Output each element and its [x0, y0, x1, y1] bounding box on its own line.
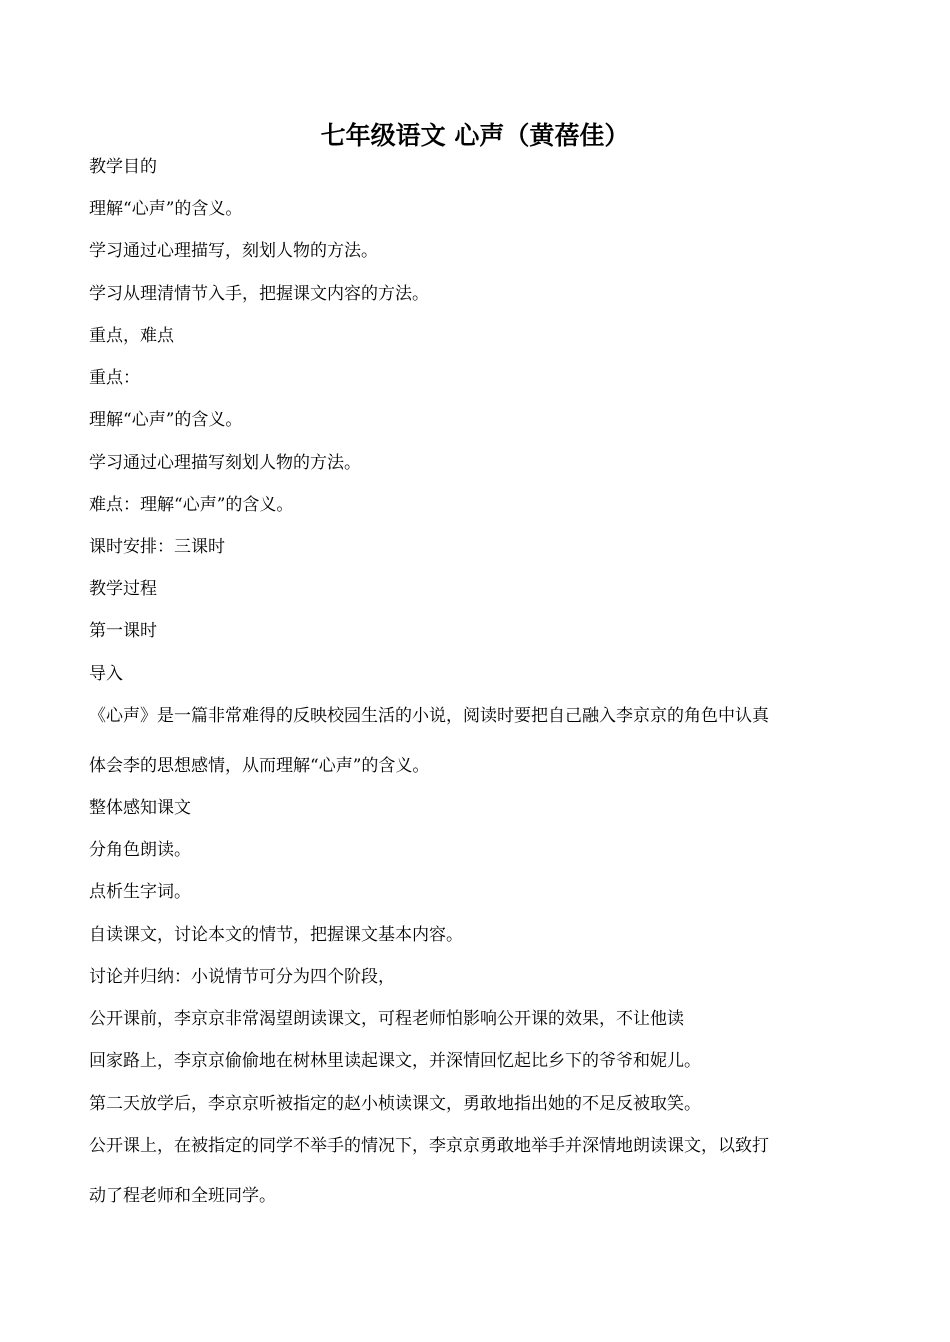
intro-line-1: 《心声》是一篇非常难得的反映校园生活的小说，阅读时要把自己融入李京京的角色中认真: [89, 706, 769, 726]
heading-overall: 整体感知课文: [89, 798, 191, 818]
plot-stage-4-line-2: 动了程老师和全班同学。: [89, 1186, 276, 1206]
plot-stage-4-line-1: 公开课上，在被指定的同学不举手的情况下，李京京勇敢地举手并深情地朗读课文，以致打: [89, 1136, 769, 1156]
heading-key-difficult: 重点，难点: [89, 326, 174, 346]
heading-process: 教学过程: [89, 579, 157, 599]
key-label: 重点：: [89, 368, 140, 388]
key-item-1: 理解“心声”的含义。: [89, 410, 243, 430]
document-title: 七年级语文 心声（黄蓓佳）: [320, 121, 630, 150]
discussion-summary: 讨论并归纳：小说情节可分为四个阶段，: [89, 967, 395, 987]
overall-item-2: 点析生字词。: [89, 882, 191, 902]
heading-lesson-1: 第一课时: [89, 621, 157, 641]
overall-item-1: 分角色朗读。: [89, 840, 191, 860]
key-item-2: 学习通过心理描写刻划人物的方法。: [89, 453, 361, 473]
plot-stage-1: 公开课前，李京京非常渴望朗读课文，可程老师怕影响公开课的效果，不让他读: [89, 1009, 684, 1029]
schedule: 课时安排：三课时: [89, 537, 225, 557]
intro-line-2: 体会李的思想感情，从而理解“心声”的含义。: [89, 756, 430, 776]
goal-item-1: 理解“心声”的含义。: [89, 199, 243, 219]
heading-intro: 导入: [89, 664, 123, 684]
plot-stage-3: 第二天放学后，李京京听被指定的赵小桢读课文，勇敢地指出她的不足反被取笑。: [89, 1094, 701, 1114]
heading-teaching-goals: 教学目的: [89, 157, 157, 177]
difficult-point: 难点：理解“心声”的含义。: [89, 495, 294, 515]
plot-stage-2: 回家路上，李京京偷偷地在树林里读起课文，并深情回忆起比乡下的爷爷和妮儿。: [89, 1051, 701, 1071]
goal-item-3: 学习从理清情节入手，把握课文内容的方法。: [89, 284, 429, 304]
goal-item-2: 学习通过心理描写，刻划人物的方法。: [89, 241, 378, 261]
overall-item-3: 自读课文，讨论本文的情节，把握课文基本内容。: [89, 925, 463, 945]
